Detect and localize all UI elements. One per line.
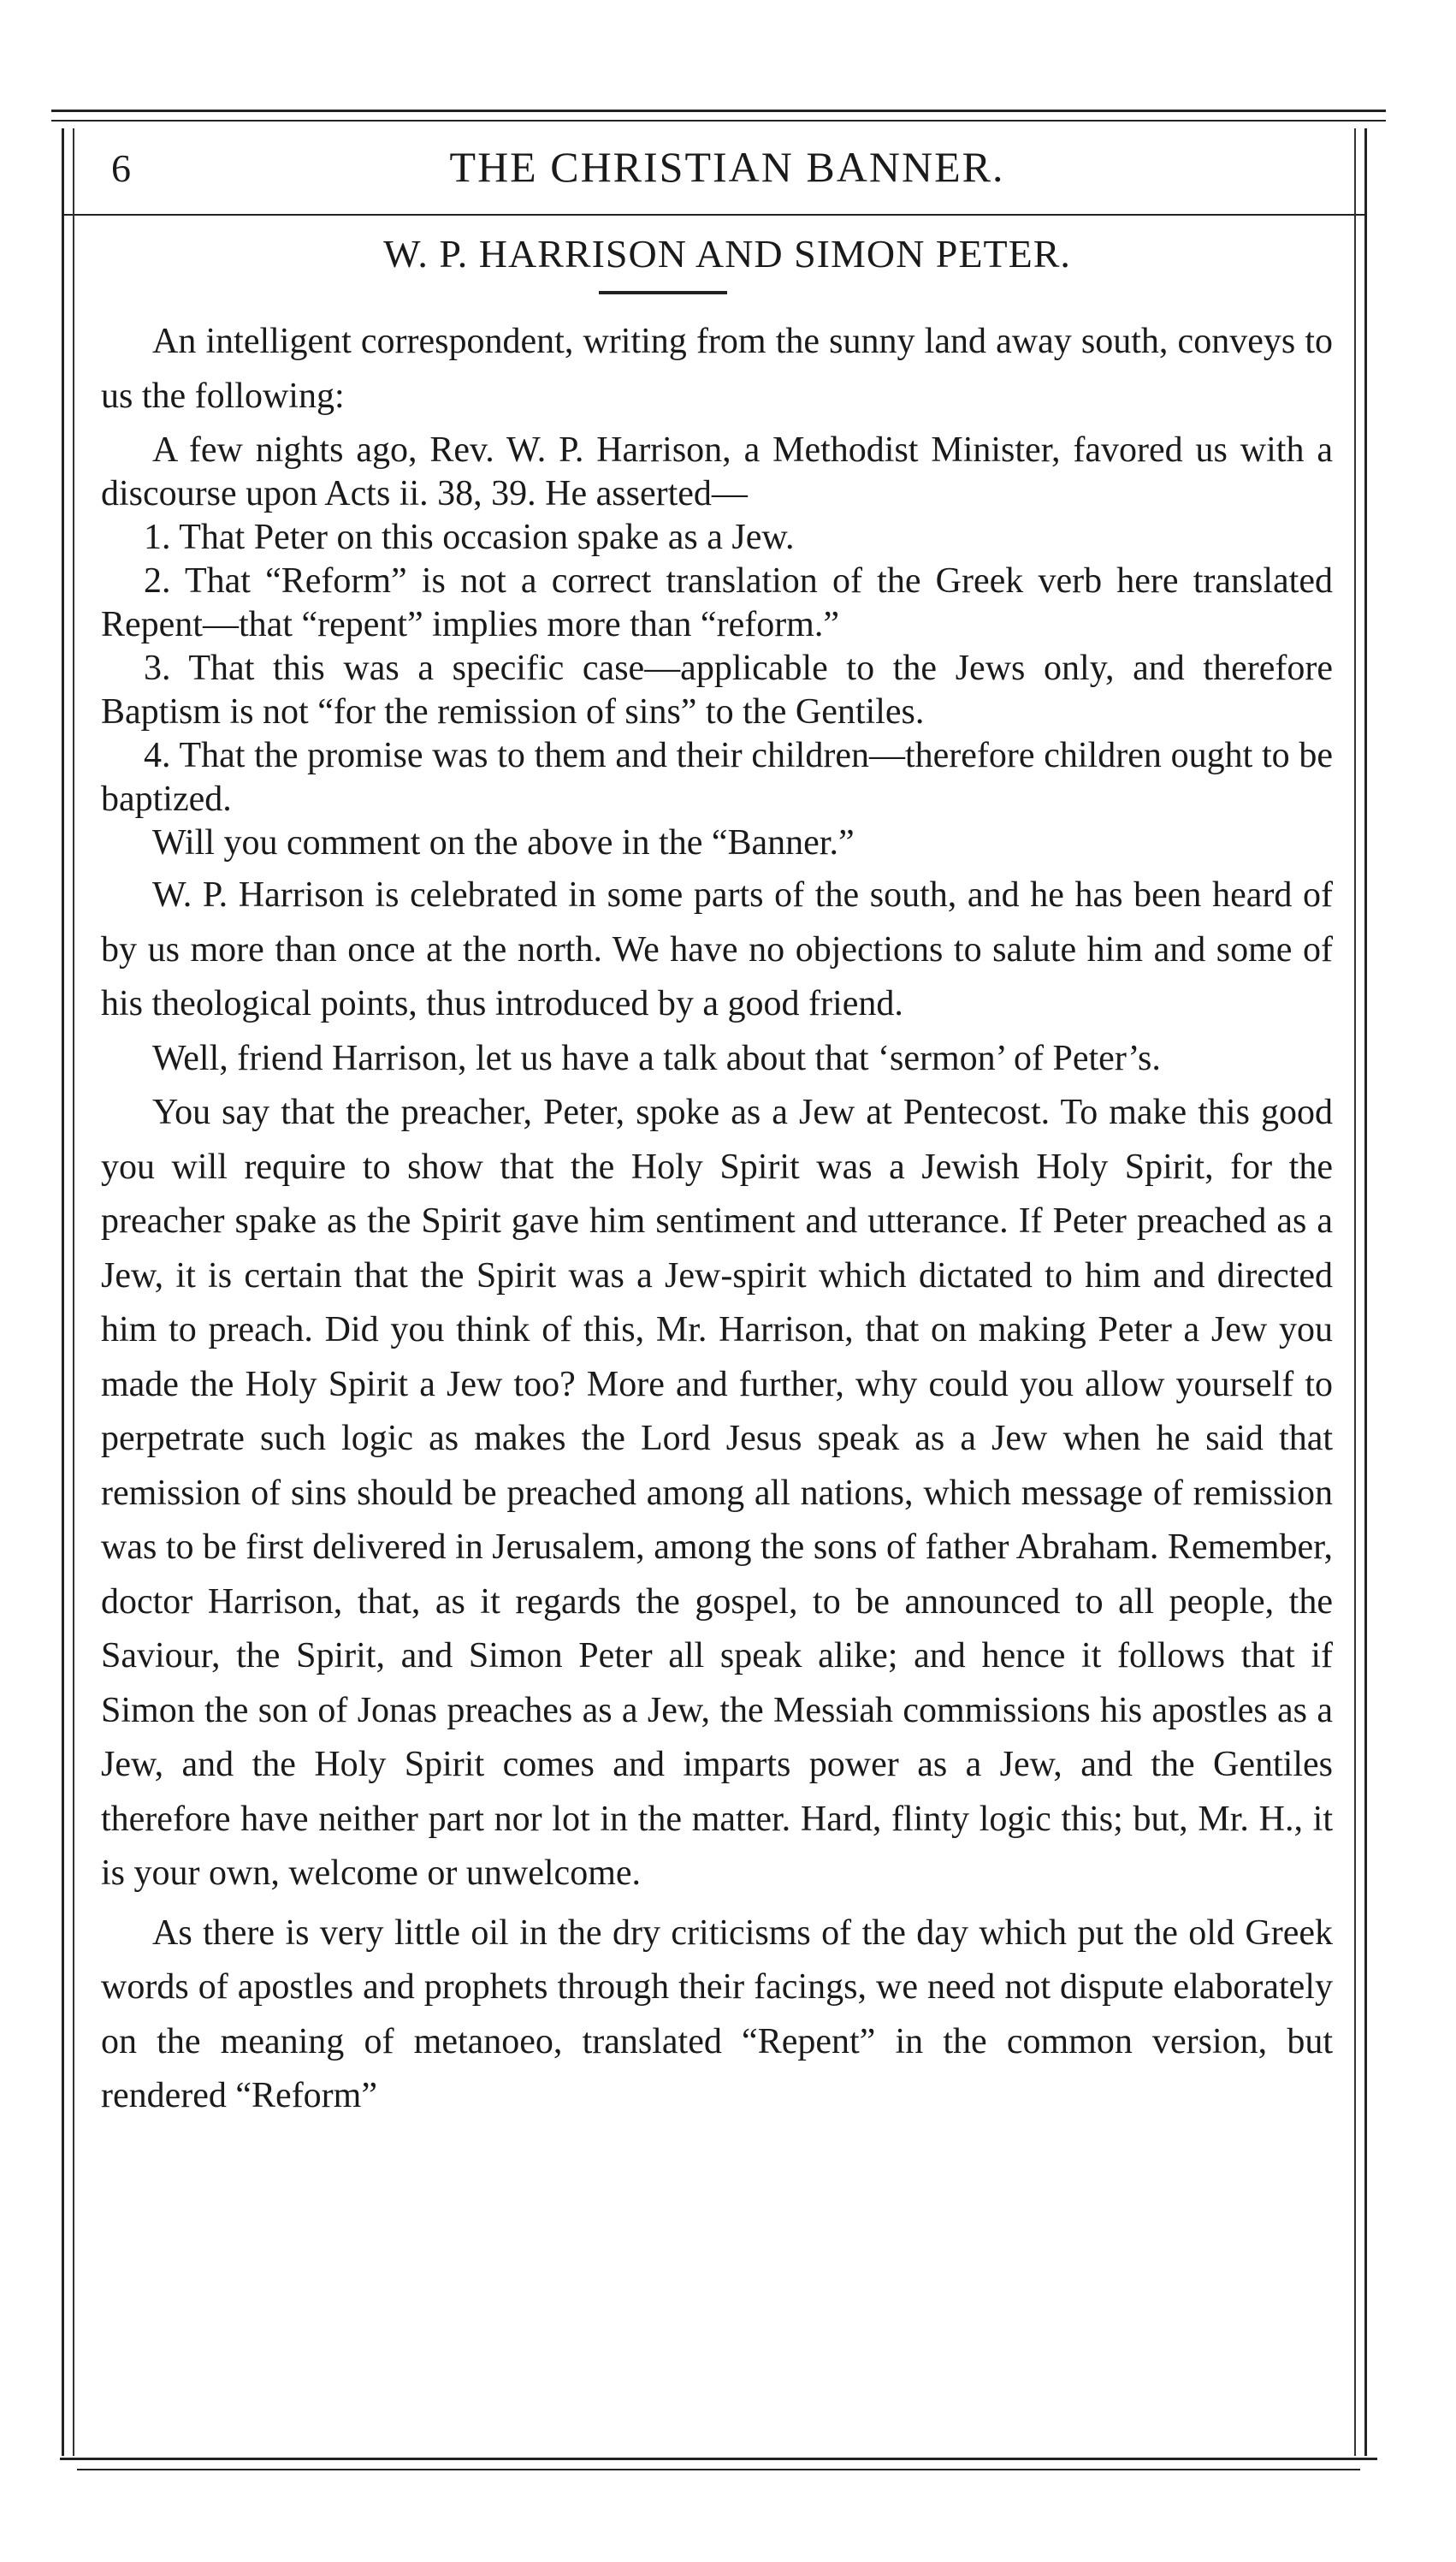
point-text: That “Reform” is not a correct translation of the Greek verb here translated Repent—that “repent” implies more than “reform.” [101,561,1333,644]
title-underline [599,291,727,294]
body-paragraph: W. P. Harrison is celebrated in some parts of the south, and he has been heard of by us more than once at the north. We have no objections to salute him and some of his theological points, thus introduced by a good friend. [101,875,1333,1023]
article-body [101,315,1333,2124]
point-number: 2. [144,561,171,601]
page-header [94,137,1360,205]
point-text: That the promise was to them and their children—therefore children ought to be baptized. [101,736,1333,819]
point-item [101,647,1333,734]
frame-inner-right [1354,128,1356,2456]
points-list [101,516,1333,821]
letter-opening: A few nights ago, Rev. W. P. Harrison, a Methodist Minister, favored us with a discourse upon Acts ii. 38, 39. He asserted— [101,430,1333,513]
body-paragraph: You say that the preacher, Peter, spoke as a Jew at Pentecost. To make this good you will require to show that the Holy Spirit was a Jewish Holy Spirit, for the preacher spake as the Spirit gave him sentiment and utterance. If Peter preached as a Jew, it is certain that the Spirit was a Jew-spirit which dictated to him and directed him to preach. Did you think of this, Mr. Harrison, that on making Peter a Jew you made the Holy Spirit a Jew too? More and further, why could you allow yourself to perpetrate such logic as makes the Lord Jesus speak as a Jew when he said that remission of sins should be preached among all nations, which message of remission was to be first delivered in Jerusalem, among the sons of father Abraham. Remember, doctor Harrison, that, as it regards the gospel, to be announced to all people, the Saviour, the Spirit, and Simon Peter all speak alike; and hence it follows that if Simon the son of Jonas preaches as a Jew, the Messiah commissions his apostles as a Jew, and the Holy Spirit comes and imparts power as a Jew, and the Gentiles therefore have neither part nor lot in the matter. Hard, flinty logic this; but, Mr. H., it is your own, welcome or unwelcome. [101,1093,1333,1893]
bottom-rule-inner [77,2469,1360,2470]
point-item [101,734,1333,821]
bottom-rule [60,2458,1377,2460]
top-rule-outer [51,110,1386,112]
point-text: That this was a specific case—applicable to the Jews only, and therefore Baptism is not “for the remission of sins” to the Gentiles. [101,649,1333,732]
letter-close: Will you comment on the above in the “Banner.” [152,823,855,863]
point-number: 3. [144,649,171,688]
point-item [101,516,1333,560]
intro-paragraph: An intelligent correspondent, writing from the sunny land away south, conveys to us the following: [101,322,1333,416]
page-number: 6 [111,146,131,190]
article-title: W. P. HARRISON AND SIMON PETER. [383,232,1071,276]
point-text: That Peter on this occasion spake as a Jew. [179,518,795,557]
top-rule-inner [51,120,1386,122]
point-number: 1. [144,518,171,557]
frame-inner-left [73,128,74,2456]
body-paragraph: Well, friend Harrison, let us have a talk about that ‘sermon’ of Peter’s. [152,1038,1161,1078]
running-head: THE CHRISTIAN BANNER. [449,143,1005,191]
point-number: 4. [144,736,171,775]
point-item [101,560,1333,647]
body-paragraph: As there is very little oil in the dry criticisms of the day which put the old Greek words of apostles and prophets through their facings, we need not dispute elaborately on the meaning of metanoeo, translated “Repent” in the common version, but rendered “Reform” [101,1913,1333,2115]
